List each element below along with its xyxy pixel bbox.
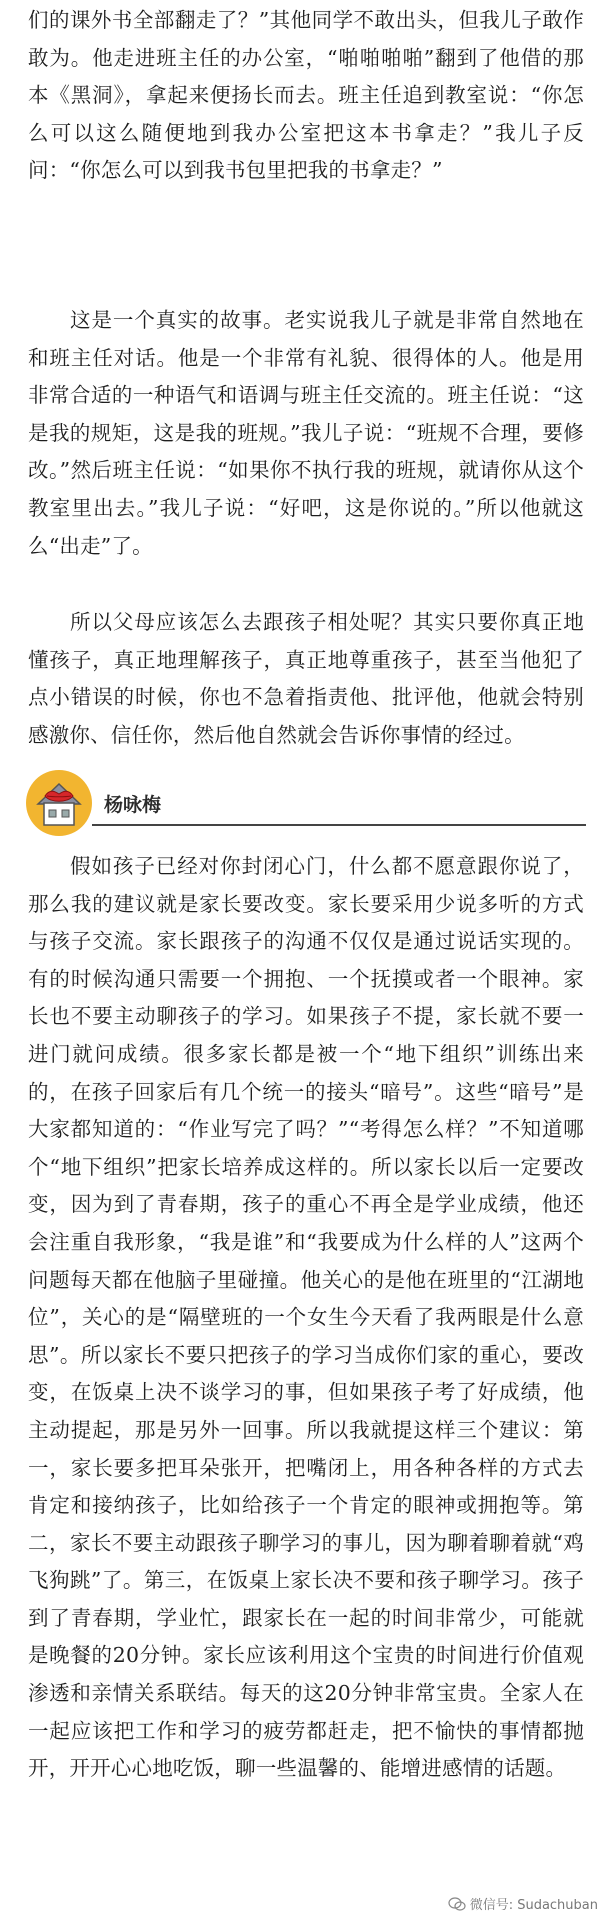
article-paragraph-1: 们的课外书全部翻走了？”其他同学不敢出头，但我儿子敢作敢为。他走进班主任的办公室，“啪啪啪啪”翻到了他借的那本《黑洞》，拿起来便扬长而去。班主任追到教室说：“你怎么可以这么随便地到我办公室把这本书拿走？”我儿子反问：“你怎么可以到我书包里把我的书拿走？” — [28, 8, 584, 183]
wechat-watermark — [448, 1894, 598, 1913]
watermark-text: 微信号: Sudachuban — [469, 1898, 598, 1913]
article-paragraph-4: 假如孩子已经对你封闭心门，什么都不愿意跟你说了，那么我的建议就是家长要改变。家长要采用少说多听的方式与孩子交流。家长跟孩子的沟通不仅仅是通过说话实现的。有的时候沟通只需要一个拥抱、一个抚摸或者一个眼神。家长也不要主动聊孩子的学习。如果孩子不提，家长就不要一进门就问成绩。很多家长都是被一个“地下组织”训练出来的，在孩子回家后有几个统一的接头“暗号”。这些“暗号”是大家都知道的：“作业写完了吗？”“考得怎么样？”不知道哪个“地下组织”把家长培养成这样的。所以家长以后一定要改变，因为到了青春期，孩子的重心不再全是学业成绩，他还会注重自我形象，“我是谁”和“我要成为什么样的人”这两个问题每天都在他脑子里碰撞。他关心的是他在班里的“江湖地位”，关心的是“隔壁班的一个女生今天看了我两眼是什么意思”。所以家长不要只把孩子的学习当成你们家的重心，要改变，在饭桌上决不谈学习的事，但如果孩子考了好成绩，他主动提起，那是另外一回事。所以我就提这样三个建议：第一，家长要多把耳朵张开，把嘴闭上，用各种各样的方式去肯定和接纳孩子，比如给孩子一个肯定的眼神或拥抱等。第二，家长不要主动跟孩子聊学习的事儿，因为聊着聊着就“鸡飞狗跳”了。第三，在饭桌上家长决不要和孩子聊学习。孩子到了青春期，学业忙，跟家长在一起的时间非常少，可能就是晚餐的20分钟。家长应该利用这个宝贵的时间进行价值观渗透和亲情关系联结。每天的这20分钟非常宝贵。全家人在一起应该把工作和学习的疲劳都赶走，把不愉快的事情都抛开，开开心心地吃饭，聊一些温馨的、能增进感情的话题。 — [28, 854, 584, 1781]
article-paragraph-2: 这是一个真实的故事。老实说我儿子就是非常自然地在和班主任对话。他是一个非常有礼貌、很得体的人。他是用非常合适的一种语气和语调与班主任交流的。班主任说：“这是我的规矩，这是我的班规。”我儿子说：“班规不合理，要修改。”然后班主任说：“如果你不执行我的班规，就请你从这个教室里出去。”我儿子说：“好吧，这是你说的。”所以他就这么“出走”了。 — [28, 308, 584, 558]
speaker-badge — [26, 770, 92, 836]
wechat-icon — [448, 1897, 466, 1911]
house-lips-icon — [26, 770, 92, 836]
article-paragraph-3: 所以父母应该怎么去跟孩子相处呢？其实只要你真正地懂孩子，真正地理解孩子，真正地尊重孩子，甚至当他犯了点小错误的时候，你也不急着指责他、批评他，他就会特别感激你、信任你，然后他自然就会告诉你事情的经过。 — [28, 610, 584, 747]
speaker-name: 杨咏梅 — [104, 794, 162, 816]
divider-line — [92, 824, 586, 826]
speaker-header — [26, 770, 586, 840]
